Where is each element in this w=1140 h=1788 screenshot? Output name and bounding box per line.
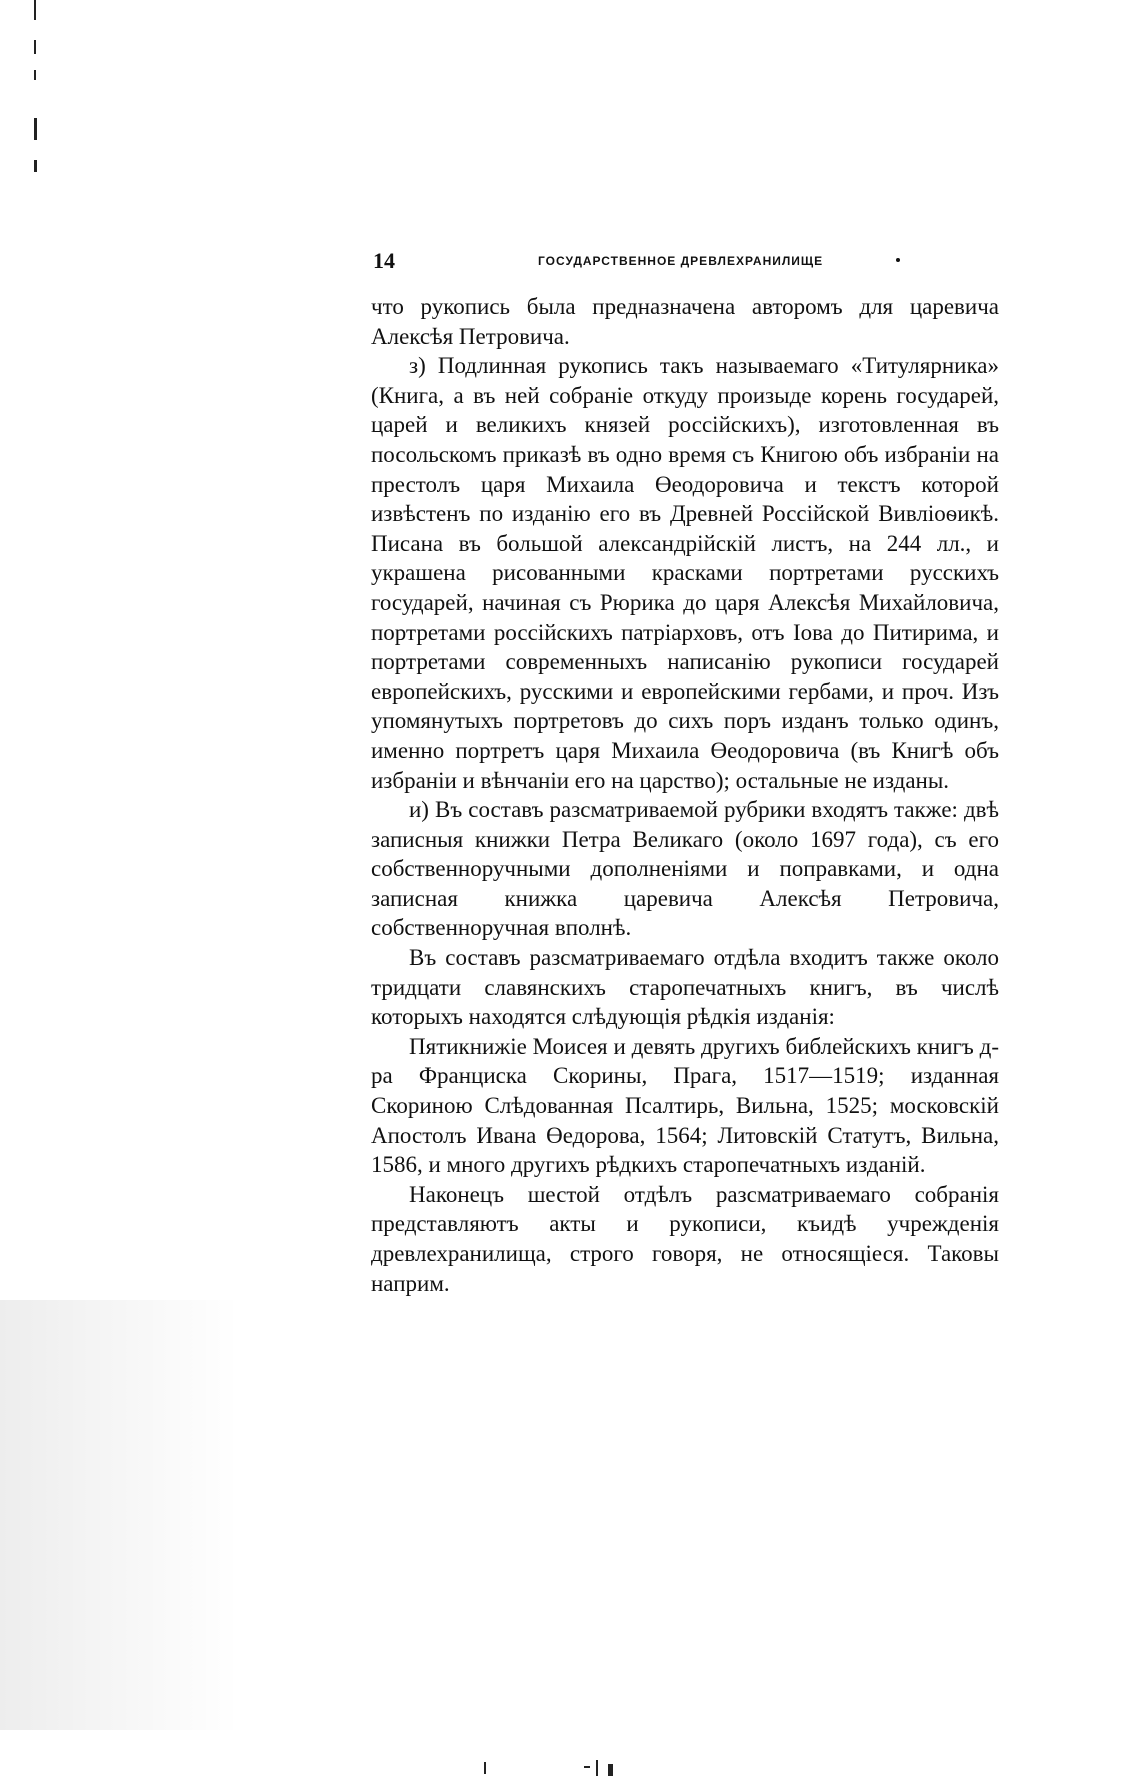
scan-speck bbox=[596, 1760, 598, 1776]
scan-edge-mark bbox=[34, 160, 37, 172]
paragraph: что рукопись была предназначена авторомъ для царевича Алексѣя Петровича. bbox=[371, 294, 999, 349]
page-header bbox=[373, 248, 1003, 278]
scan-shadow bbox=[0, 1300, 240, 1730]
scan-speck bbox=[484, 1762, 486, 1774]
paragraph: Пятикнижіе Моисея и девять другихъ библейскихъ книгъ д-ра Франциска Скорины, Прага, 1517—1519; изданная Скориною Слѣдованная Псалтирь, Вильна, 1525; московскій Апостолъ Ивана Өедорова, 1564; Литовскій Статутъ, Вильна, 1586, и много другихъ рѣдкихъ старопечатныхъ изданій. bbox=[371, 1033, 999, 1178]
scan-edge-mark bbox=[34, 118, 37, 140]
scan-speck bbox=[584, 1766, 590, 1768]
running-head: ГОСУДАРСТВЕННОЕ ДРЕВЛЕХРАНИЛИЩЕ bbox=[538, 254, 824, 268]
paragraph: з) Подлинная рукопись такъ называемаго «Титулярника» (Книга, а въ ней собраніе откуду произыде корень государей, царей и великихъ князей россійскихъ), изготовленная въ посольскомъ приказѣ въ одно время съ Книгою объ избраніи на престолъ царя Михаила Өеодоровича и текстъ которой извѣстенъ по изданію его въ Древней Россійской Вивліоѳикѣ. Писана въ большой александрійскій листъ, на 244 лл., и украшена рисованными красками портретами русскихъ государей, начиная съ Рюрика до царя Алексѣя Михайловича, портретами россійскихъ патріарховъ, отъ Іова до Питирима, и портретами современныхъ написанію рукописи государей европейскихъ, русскими и европейскими гербами, и проч. Изъ упомянутыхъ портретовъ до сихъ поръ изданъ только одинъ, именно портретъ царя Михаила Өеодоровича (въ Книгѣ объ избраніи и вѣнчаніи его на царство); остальные не изданы. bbox=[371, 353, 999, 793]
scan-speck bbox=[608, 1764, 613, 1776]
paragraph: Наконецъ шестой отдѣлъ разсматриваемаго собранія представляютъ акты и рукописи, къидѣ учрежденія древлехранилища, строго говоря, не относящіеся. Таковы наприм. bbox=[371, 1181, 999, 1296]
scan-edge-mark bbox=[34, 0, 36, 20]
scan-edge-mark bbox=[34, 40, 36, 54]
paragraph: и) Въ составъ разсматриваемой рубрики входятъ также: двѣ записныя книжки Петра Великаго (около 1697 года), съ его собственноручными дополненіями и поправками, и одна записная книжка царевича Алексѣя Петровича, собственноручная вполнѣ. bbox=[371, 797, 999, 941]
page-number: 14 bbox=[373, 248, 395, 273]
scan-specks bbox=[484, 1760, 684, 1784]
body-text bbox=[371, 292, 999, 1298]
scan-edge-mark bbox=[34, 70, 36, 80]
header-dot bbox=[896, 258, 900, 262]
paragraph: Въ составъ разсматриваемаго отдѣла входитъ также около тридцати славянскихъ старопечатныхъ книгъ, въ числѣ которыхъ находятся слѣдующія рѣдкія изданія: bbox=[371, 945, 999, 1030]
